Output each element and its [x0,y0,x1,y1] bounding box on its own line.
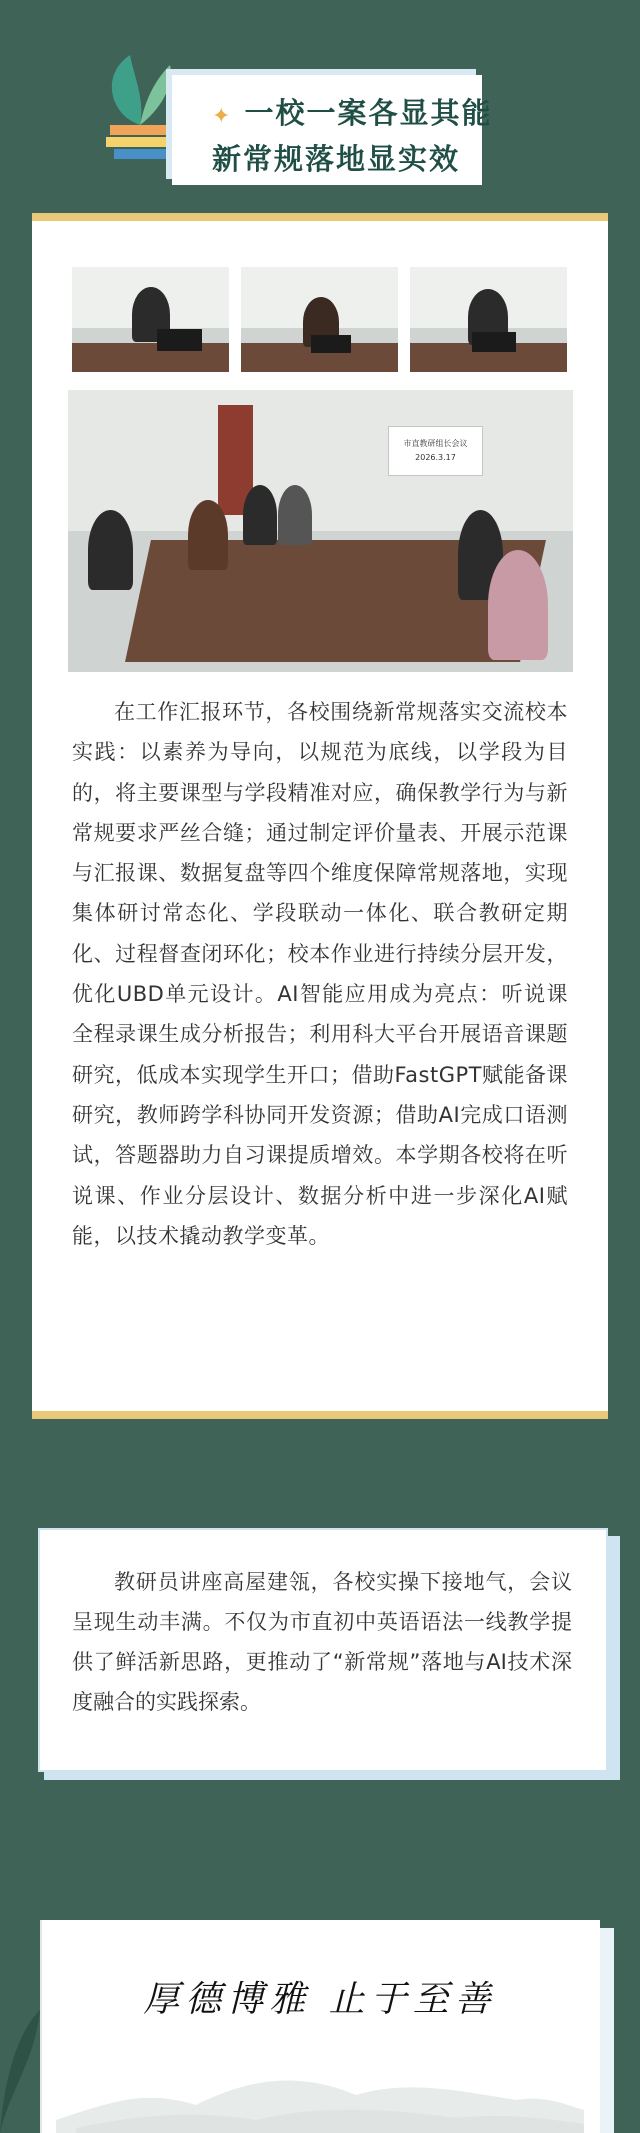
plant-books-icon [100,55,180,165]
projection-screen [388,426,483,476]
projection-date: 2026.3.17 [415,453,456,462]
photo-speaker-3 [410,267,567,372]
projection-title: 市直教研组长会议 [403,439,468,448]
header-title [212,92,493,181]
header-line2: 新常规落地显实效 [212,142,461,176]
leaf-decoration-icon [0,1990,40,2133]
mountain-ink-decoration [56,2060,584,2133]
header-line1: 一校一案各显其能 [244,96,493,130]
photo-speaker-2 [241,267,398,372]
school-motto: 厚德博雅 止于至善 [143,1979,497,2020]
sparkle-icon: ✦ [212,104,233,129]
report-paragraph: 在工作汇报环节，各校围绕新常规落实交流校本实践：以素养为导向，以规范为底线，以学段为目的，将主要课型与学段精准对应，确保教学行为与新常规要求严丝合缝；通过制定评价量表、开展示范课与汇报课、数据复盘等四个维度保障常规落地，实现集体研讨常态化、学段联动一体化、联合教研定期化、过程督查闭环化；校本作业进行持续分层开发，优化UBD单元设计。AI智能应用成为亮点：听说课全程录课生成分析报告；利用科大平台开展语音课题研究，低成本实现学生开口；借助FastGPT赋能备课研究，教师跨学科协同开发资源；借助AI完成口语测试，答题器助力自习课提质增效。本学期各校将在听说课、作业分层设计、数据分析中进一步深化AI赋能，以技术撬动教学变革。 [72,700,568,1248]
photo-speaker-1 [72,267,229,372]
photo-meeting-room [68,390,573,672]
summary-paragraph: 教研员讲座高屋建瓴，各校实操下接地气，会议呈现生动丰满。不仅为市直初中英语语法一线教学提供了鲜活新思路，更推动了“新常规”落地与AI技术深度融合的实践探索。 [72,1570,572,1714]
